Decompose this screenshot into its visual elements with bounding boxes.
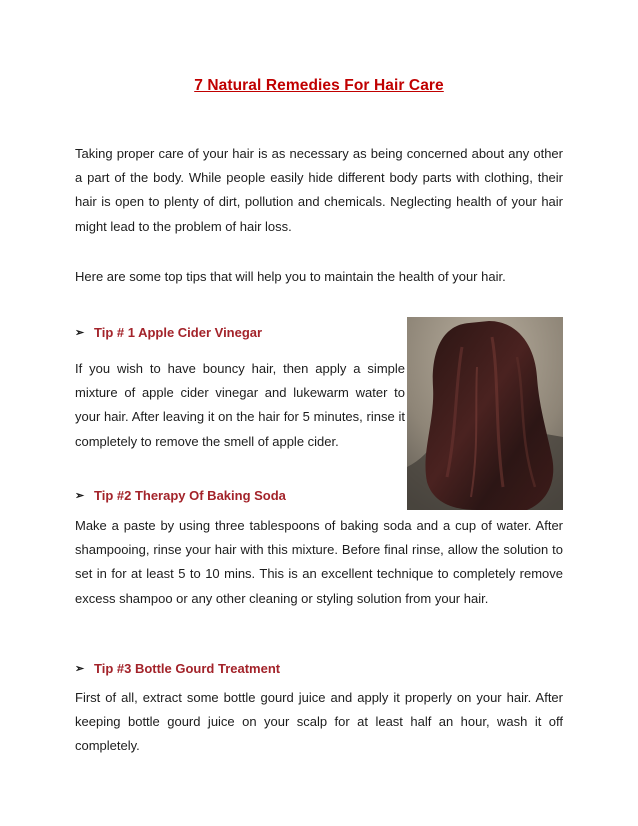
hair-photo	[407, 317, 563, 510]
tip-3-body: First of all, extract some bottle gourd juice and apply it properly on your hair. After keeping bottle gourd juice on your scalp for at least half an hour, wash it off completely.	[75, 690, 563, 754]
tip-2-body: Make a paste by using three tablespoons of baking soda and a cup of water. After shampooing, rinse your hair with this mixture. Before final rinse, allow the solution to set in for at least 5 to 10 mins. This is an excellent technique to completely remove excess shampoo or any other cleaning or styling solution from your hair.	[75, 518, 563, 606]
tip-2-heading-text: Tip #2 Therapy Of Baking Soda	[94, 488, 286, 503]
intro-paragraph: Taking proper care of your hair is as necessary as being concerned about any other a part of the body. While people easily hide different body parts with clothing, their hair is open to plenty of dirt, pollution and chemicals. Neglecting health of your hair might lead to the problem of hair loss.	[75, 146, 563, 234]
tip-1-heading-text: Tip # 1 Apple Cider Vinegar	[94, 325, 263, 340]
tip-1-body: If you wish to have bouncy hair, then apply a simple mixture of apple cider vinegar and lukewarm water to your hair. After leaving it on the hair for 5 minutes, rinse it completely to remove the smell of apple cider.	[75, 361, 405, 449]
tip-2-heading	[75, 488, 286, 503]
lead-paragraph: Here are some top tips that will help you to maintain the health of your hair.	[75, 269, 506, 284]
arrow-bullet-icon: ➢	[75, 663, 85, 675]
tip-3-heading-text: Tip #3 Bottle Gourd Treatment	[94, 661, 281, 676]
tip-1-heading	[75, 325, 262, 340]
arrow-bullet-icon: ➢	[75, 327, 85, 339]
page-title: 7 Natural Remedies For Hair Care	[194, 77, 444, 94]
tip-3-heading	[75, 661, 280, 676]
arrow-bullet-icon: ➢	[75, 490, 85, 502]
